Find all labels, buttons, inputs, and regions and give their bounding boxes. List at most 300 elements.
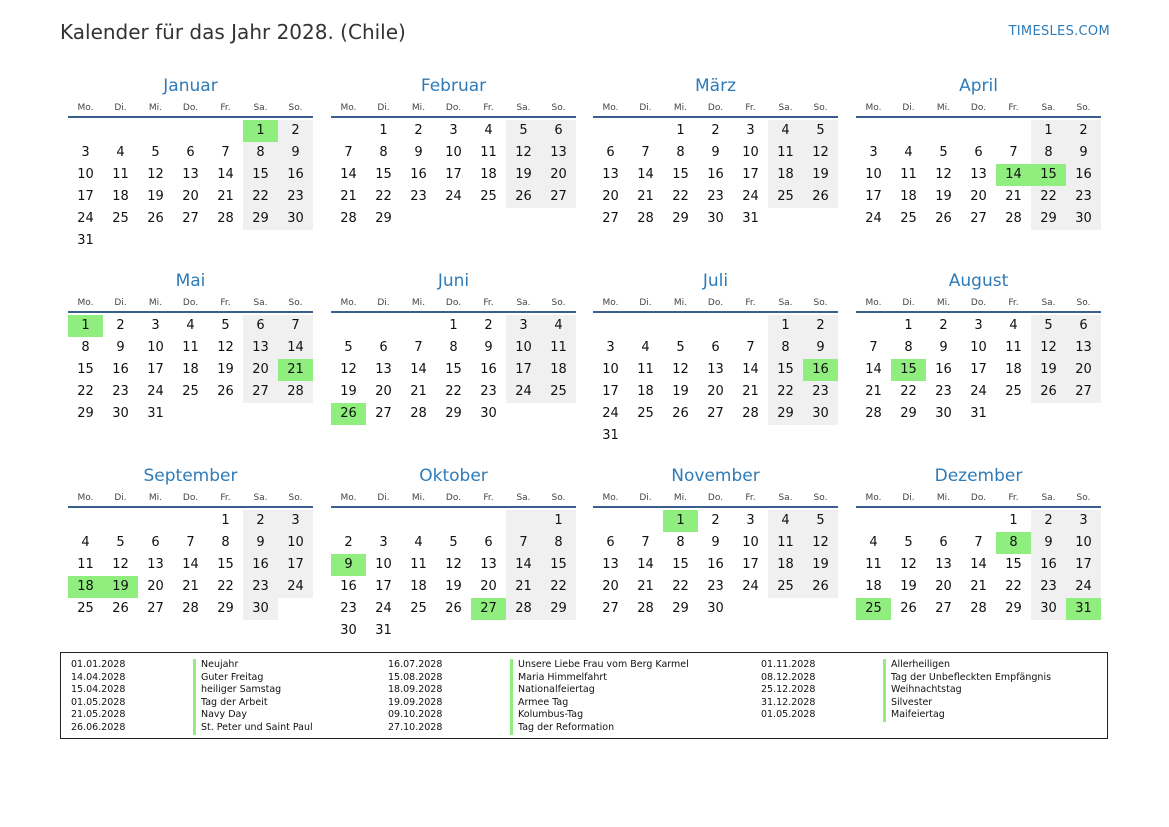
legend-item — [71, 684, 371, 697]
weekday-label: Do. — [707, 103, 724, 113]
weekday-label: Fr. — [220, 493, 231, 503]
weekday-label: So. — [551, 103, 566, 113]
day-cell: 9 — [414, 145, 423, 160]
day-cell: 14 — [506, 554, 541, 576]
day-cell: 1 — [676, 123, 685, 138]
month-5 — [68, 267, 313, 425]
day-cell: 22 — [243, 186, 278, 208]
day-cell: 20 — [243, 359, 278, 381]
weekday-label: Do. — [445, 103, 462, 113]
holiday-date: 16.07.2028 — [388, 659, 443, 670]
empty-cell — [278, 403, 313, 425]
day-cell: 30 — [1031, 598, 1066, 620]
day-cell: 13 — [602, 557, 619, 572]
day-cell: 31 — [742, 211, 759, 226]
day-cell: 13 — [602, 167, 619, 182]
day-cell: 12 — [147, 167, 164, 182]
day-cell: 12 — [935, 167, 952, 182]
day-cell: 19 — [935, 189, 952, 204]
empty-cell — [733, 598, 768, 620]
day-cell: 12 — [506, 142, 541, 164]
empty-cell — [401, 510, 436, 532]
empty-cell — [506, 620, 541, 642]
empty-cell — [173, 120, 208, 142]
day-cell: 24 — [278, 576, 313, 598]
holiday-name: Tag der Unbefleckten Empfängnis — [883, 672, 1051, 685]
day-cell: 26 — [672, 406, 689, 421]
day-cell: 1 — [449, 318, 458, 333]
day-cell: 7 — [278, 315, 313, 337]
empty-cell — [996, 120, 1031, 142]
day-cell: 27 — [935, 601, 952, 616]
day-cell: 9 — [939, 340, 948, 355]
weekday-label: Do. — [707, 493, 724, 503]
day-grid — [593, 120, 838, 230]
day-cell: 18 — [637, 384, 654, 399]
day-cell: 2 — [344, 535, 353, 550]
day-cell: 7 — [974, 535, 983, 550]
day-cell: 8 — [449, 340, 458, 355]
day-cell: 31 — [1066, 598, 1101, 620]
day-cell: 11 — [112, 167, 129, 182]
day-cell: 5 — [344, 340, 353, 355]
day-cell: 29 — [768, 403, 803, 425]
day-cell: 4 — [541, 315, 576, 337]
weekday-label: So. — [1076, 103, 1091, 113]
day-cell: 3 — [746, 513, 755, 528]
day-cell: 12 — [445, 557, 462, 572]
day-cell: 14 — [865, 362, 882, 377]
day-cell: 8 — [904, 340, 913, 355]
day-cell: 18 — [900, 189, 917, 204]
weekday-label: Mo. — [602, 103, 619, 113]
day-cell: 13 — [1066, 337, 1101, 359]
day-cell: 4 — [116, 145, 125, 160]
day-grid — [856, 315, 1101, 425]
day-cell: 24 — [742, 579, 759, 594]
day-cell: 26 — [147, 211, 164, 226]
empty-cell — [401, 620, 436, 642]
day-cell: 1 — [221, 513, 230, 528]
day-cell: 21 — [970, 579, 987, 594]
day-cell: 29 — [1031, 208, 1066, 230]
day-cell: 1 — [379, 123, 388, 138]
weekday-label: Fr. — [1008, 298, 1019, 308]
day-cell: 28 — [970, 601, 987, 616]
day-cell: 6 — [606, 535, 615, 550]
empty-cell — [103, 230, 138, 252]
day-cell: 4 — [768, 120, 803, 142]
empty-cell — [891, 510, 926, 532]
holiday-name: Silvester — [883, 697, 932, 710]
empty-cell — [138, 230, 173, 252]
day-cell: 21 — [865, 384, 882, 399]
day-cell: 28 — [742, 406, 759, 421]
day-cell: 10 — [742, 535, 759, 550]
day-cell: 25 — [637, 406, 654, 421]
day-cell: 4 — [904, 145, 913, 160]
day-cell: 25 — [480, 189, 497, 204]
empty-cell — [436, 510, 471, 532]
weekday-label: Sa. — [253, 103, 268, 113]
day-cell: 7 — [869, 340, 878, 355]
day-cell: 9 — [711, 145, 720, 160]
empty-cell — [856, 120, 891, 142]
empty-cell — [541, 403, 576, 425]
day-cell: 15 — [243, 164, 278, 186]
empty-cell — [471, 620, 506, 642]
empty-cell — [331, 510, 366, 532]
day-cell: 14 — [182, 557, 199, 572]
month-1 — [68, 72, 313, 252]
day-cell: 30 — [707, 601, 724, 616]
holiday-name: Tag der Reformation — [510, 722, 614, 735]
day-cell: 15 — [672, 167, 689, 182]
day-cell: 1 — [663, 510, 698, 532]
day-cell: 15 — [217, 557, 234, 572]
day-cell: 19 — [672, 384, 689, 399]
day-cell: 26 — [217, 384, 234, 399]
weekday-label: Fr. — [483, 298, 494, 308]
day-cell: 16 — [340, 579, 357, 594]
empty-cell — [698, 425, 733, 447]
weekday-header — [68, 100, 313, 118]
day-cell: 17 — [375, 579, 392, 594]
legend-column — [388, 659, 688, 735]
day-cell: 4 — [1009, 318, 1018, 333]
day-cell: 17 — [865, 189, 882, 204]
day-cell: 31 — [375, 623, 392, 638]
day-grid — [68, 510, 313, 620]
day-cell: 24 — [77, 211, 94, 226]
empty-cell — [138, 120, 173, 142]
day-cell: 18 — [410, 579, 427, 594]
legend-item — [761, 709, 1061, 722]
day-cell: 18 — [112, 189, 129, 204]
weekday-label: Mo. — [77, 103, 94, 113]
empty-cell — [663, 315, 698, 337]
empty-cell — [961, 120, 996, 142]
holiday-name: St. Peter und Saint Paul — [193, 722, 313, 735]
day-cell: 29 — [77, 406, 94, 421]
empty-cell — [733, 425, 768, 447]
day-cell: 23 — [278, 186, 313, 208]
day-cell: 13 — [375, 362, 392, 377]
day-cell: 14 — [742, 362, 759, 377]
month-2 — [331, 72, 576, 230]
day-cell: 10 — [742, 145, 759, 160]
weekday-header — [593, 490, 838, 508]
weekday-label: Sa. — [1041, 493, 1056, 503]
day-cell: 18 — [1005, 362, 1022, 377]
month-12 — [856, 462, 1101, 620]
empty-cell — [506, 403, 541, 425]
day-cell: 4 — [768, 510, 803, 532]
day-cell: 23 — [1031, 576, 1066, 598]
day-cell: 13 — [147, 557, 164, 572]
holiday-name: heiliger Samstag — [193, 684, 281, 697]
empty-cell — [593, 510, 628, 532]
weekday-header — [856, 100, 1101, 118]
weekday-label: So. — [813, 103, 828, 113]
day-cell: 22 — [768, 381, 803, 403]
day-cell: 10 — [278, 532, 313, 554]
holiday-date: 25.12.2028 — [761, 684, 816, 696]
day-cell: 24 — [506, 381, 541, 403]
day-cell: 24 — [865, 211, 882, 226]
day-cell: 14 — [410, 362, 427, 377]
day-cell: 26 — [803, 576, 838, 598]
holiday-date: 01.11.2028 — [761, 659, 816, 670]
legend-column — [71, 659, 371, 735]
weekday-label: Di. — [377, 103, 390, 113]
day-cell: 2 — [1066, 120, 1101, 142]
weekday-label: Do. — [182, 298, 199, 308]
day-cell: 6 — [541, 120, 576, 142]
day-cell: 16 — [707, 167, 724, 182]
day-cell: 15 — [891, 359, 926, 381]
month-6 — [331, 267, 576, 425]
day-cell: 1 — [243, 120, 278, 142]
day-cell: 19 — [900, 579, 917, 594]
day-cell: 17 — [1066, 554, 1101, 576]
day-cell: 6 — [379, 340, 388, 355]
day-cell: 31 — [970, 406, 987, 421]
day-cell: 18 — [768, 164, 803, 186]
day-grid — [331, 315, 576, 425]
holiday-date: 08.12.2028 — [761, 671, 816, 683]
month-name: September — [143, 466, 238, 486]
day-cell: 14 — [996, 164, 1031, 186]
day-cell: 26 — [900, 601, 917, 616]
weekday-label: Sa. — [516, 103, 531, 113]
day-cell: 19 — [340, 384, 357, 399]
empty-cell — [138, 510, 173, 532]
weekday-label: Di. — [114, 493, 127, 503]
day-cell: 14 — [637, 557, 654, 572]
day-cell: 6 — [606, 145, 615, 160]
day-cell: 20 — [541, 164, 576, 186]
weekday-label: Fr. — [745, 103, 756, 113]
day-cell: 7 — [414, 340, 423, 355]
holiday-name: Maria Himmelfahrt — [510, 672, 607, 685]
weekday-label: Mi. — [936, 298, 951, 308]
weekday-label: Di. — [377, 298, 390, 308]
month-9 — [68, 462, 313, 620]
weekday-label: Mo. — [340, 103, 357, 113]
weekday-label: Mi. — [148, 298, 163, 308]
day-cell: 9 — [331, 554, 366, 576]
day-cell: 6 — [711, 340, 720, 355]
weekday-label: So. — [288, 298, 303, 308]
day-cell: 13 — [935, 557, 952, 572]
day-cell: 27 — [243, 381, 278, 403]
day-cell: 7 — [506, 532, 541, 554]
day-cell: 26 — [112, 601, 129, 616]
day-cell: 27 — [707, 406, 724, 421]
day-grid — [856, 120, 1101, 230]
empty-cell — [436, 620, 471, 642]
day-cell: 7 — [746, 340, 755, 355]
day-cell: 8 — [768, 337, 803, 359]
day-cell: 16 — [278, 164, 313, 186]
day-cell: 17 — [77, 189, 94, 204]
weekday-label: Sa. — [516, 298, 531, 308]
day-cell: 6 — [484, 535, 493, 550]
legend-item — [761, 659, 1061, 672]
day-cell: 20 — [480, 579, 497, 594]
weekday-label: Mo. — [77, 298, 94, 308]
weekday-label: Mo. — [340, 298, 357, 308]
weekday-label: Mo. — [77, 493, 94, 503]
day-cell: 11 — [637, 362, 654, 377]
day-grid — [856, 510, 1101, 620]
day-cell: 7 — [186, 535, 195, 550]
day-cell: 22 — [1031, 186, 1066, 208]
day-cell: 11 — [410, 557, 427, 572]
day-cell: 3 — [869, 145, 878, 160]
day-cell: 3 — [379, 535, 388, 550]
holiday-name: Weihnachtstag — [883, 684, 962, 697]
day-cell: 19 — [1031, 359, 1066, 381]
day-cell: 3 — [974, 318, 983, 333]
day-cell: 28 — [278, 381, 313, 403]
day-cell: 25 — [182, 384, 199, 399]
weekday-header — [68, 490, 313, 508]
day-cell: 17 — [445, 167, 462, 182]
day-cell: 11 — [768, 532, 803, 554]
day-cell: 12 — [340, 362, 357, 377]
weekday-label: Do. — [182, 103, 199, 113]
day-grid — [593, 510, 838, 620]
day-cell: 6 — [151, 535, 160, 550]
day-cell: 13 — [182, 167, 199, 182]
month-8 — [856, 267, 1101, 425]
weekday-label: Fr. — [745, 298, 756, 308]
day-cell: 10 — [865, 167, 882, 182]
day-cell: 1 — [68, 315, 103, 337]
day-cell: 10 — [375, 557, 392, 572]
empty-cell — [996, 403, 1031, 425]
day-cell: 3 — [151, 318, 160, 333]
day-cell: 14 — [340, 167, 357, 182]
weekday-header — [593, 100, 838, 118]
weekday-label: So. — [813, 298, 828, 308]
day-cell: 15 — [375, 167, 392, 182]
brand-link[interactable]: TIMESLES.COM — [1008, 24, 1110, 39]
holiday-date: 26.06.2028 — [71, 721, 126, 733]
day-cell: 10 — [970, 340, 987, 355]
day-cell: 12 — [672, 362, 689, 377]
weekday-label: So. — [1076, 493, 1091, 503]
day-cell: 31 — [77, 233, 94, 248]
day-cell: 11 — [768, 142, 803, 164]
day-cell: 21 — [742, 384, 759, 399]
holiday-date: 01.05.2028 — [71, 696, 126, 708]
day-cell: 12 — [900, 557, 917, 572]
day-cell: 16 — [1031, 554, 1066, 576]
day-cell: 27 — [602, 601, 619, 616]
day-cell: 15 — [1031, 164, 1066, 186]
day-cell: 5 — [939, 145, 948, 160]
empty-cell — [768, 598, 803, 620]
day-cell: 2 — [803, 315, 838, 337]
weekday-label: Mi. — [673, 103, 688, 113]
month-name: November — [671, 466, 760, 486]
day-cell: 9 — [278, 142, 313, 164]
day-cell: 28 — [637, 601, 654, 616]
day-cell: 30 — [1066, 208, 1101, 230]
holiday-name: Guter Freitag — [193, 672, 263, 685]
weekday-label: Di. — [639, 298, 652, 308]
empty-cell — [366, 315, 401, 337]
day-cell: 5 — [904, 535, 913, 550]
day-cell: 9 — [1066, 142, 1101, 164]
weekday-header — [331, 490, 576, 508]
day-cell: 6 — [243, 315, 278, 337]
empty-cell — [541, 208, 576, 230]
month-7 — [593, 267, 838, 447]
legend-item — [388, 659, 688, 672]
day-cell: 6 — [939, 535, 948, 550]
day-cell: 4 — [869, 535, 878, 550]
holiday-date: 14.04.2028 — [71, 671, 126, 683]
day-cell: 20 — [707, 384, 724, 399]
day-cell: 2 — [1031, 510, 1066, 532]
day-grid — [331, 510, 576, 642]
legend-item — [388, 709, 688, 722]
day-cell: 2 — [243, 510, 278, 532]
day-grid — [68, 120, 313, 252]
day-cell: 27 — [182, 211, 199, 226]
day-cell: 5 — [1031, 315, 1066, 337]
holiday-name: Navy Day — [193, 709, 247, 722]
empty-cell — [593, 315, 628, 337]
day-cell: 28 — [410, 406, 427, 421]
day-cell: 29 — [375, 211, 392, 226]
weekday-label: Mo. — [865, 298, 882, 308]
day-cell: 7 — [1009, 145, 1018, 160]
empty-cell — [68, 510, 103, 532]
weekday-label: Do. — [445, 493, 462, 503]
weekday-label: Sa. — [778, 298, 793, 308]
holiday-name: Kolumbus-Tag — [510, 709, 583, 722]
day-cell: 10 — [1066, 532, 1101, 554]
weekday-label: Di. — [377, 493, 390, 503]
day-cell: 15 — [541, 554, 576, 576]
month-name: Dezember — [934, 466, 1023, 486]
empty-cell — [926, 510, 961, 532]
weekday-label: Do. — [970, 298, 987, 308]
empty-cell — [891, 120, 926, 142]
day-cell: 26 — [506, 186, 541, 208]
day-cell: 21 — [182, 579, 199, 594]
day-cell: 29 — [243, 208, 278, 230]
weekday-label: Mi. — [936, 103, 951, 113]
day-cell: 25 — [768, 186, 803, 208]
day-cell: 19 — [506, 164, 541, 186]
day-cell: 28 — [637, 211, 654, 226]
empty-cell — [471, 510, 506, 532]
day-cell: 16 — [480, 362, 497, 377]
day-cell: 21 — [637, 189, 654, 204]
month-name: März — [695, 76, 736, 96]
empty-cell — [243, 230, 278, 252]
holiday-date: 01.05.2028 — [761, 709, 816, 721]
day-cell: 25 — [900, 211, 917, 226]
weekday-label: Mo. — [340, 493, 357, 503]
day-cell: 20 — [935, 579, 952, 594]
